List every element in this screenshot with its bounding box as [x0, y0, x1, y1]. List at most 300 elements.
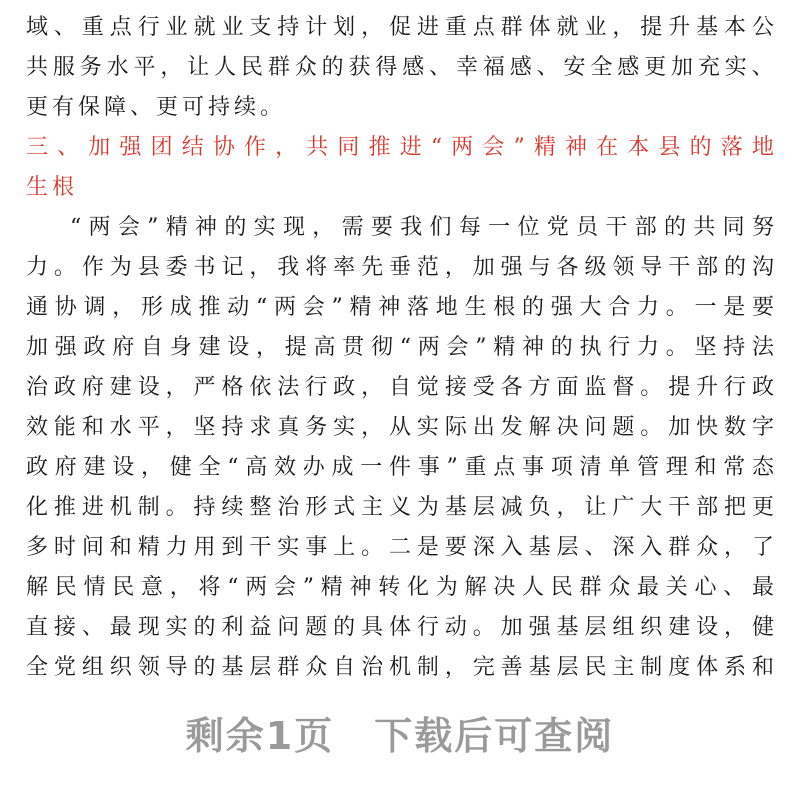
character: 让 — [187, 55, 210, 80]
character: 重 — [444, 15, 467, 40]
character: 具 — [361, 615, 384, 640]
character: 是 — [723, 295, 746, 320]
character: 广 — [612, 495, 635, 520]
character: 。 — [472, 615, 495, 640]
character: 解 — [528, 415, 551, 440]
character: 地 — [435, 295, 458, 320]
character: 群 — [668, 535, 691, 560]
character: 多 — [26, 535, 49, 560]
character: ， — [169, 575, 192, 600]
character: 。 — [665, 335, 688, 360]
character: 层 — [556, 655, 579, 680]
character: 党 — [53, 655, 76, 680]
character: 关 — [665, 575, 688, 600]
character: 业 — [584, 15, 607, 40]
character: 入 — [500, 535, 523, 560]
character: 结 — [181, 135, 204, 160]
character: 福 — [482, 55, 505, 80]
character: 成 — [169, 295, 192, 320]
character: 加 — [472, 255, 495, 280]
paragraph-line — [26, 448, 774, 488]
character: 强 — [119, 135, 142, 160]
character: 。 — [361, 535, 384, 560]
character: 的 — [224, 215, 247, 240]
character: 为 — [416, 495, 439, 520]
character: 平 — [137, 415, 160, 440]
paragraph-line — [26, 568, 774, 608]
character: 的 — [689, 135, 712, 160]
character: 提 — [640, 15, 663, 40]
character: 群 — [579, 575, 602, 600]
remaining-pages-notice[interactable]: 剩余1页 下载后可查阅 — [185, 714, 615, 758]
character: 层 — [584, 615, 607, 640]
character: 设 — [696, 615, 719, 640]
character: 政 — [26, 455, 49, 480]
character: 事 — [305, 535, 328, 560]
character: 力 — [636, 295, 659, 320]
character: 机 — [109, 495, 132, 520]
character: 受 — [472, 375, 495, 400]
character: ” — [513, 135, 525, 160]
character: 位 — [517, 215, 540, 240]
character: 一 — [488, 215, 511, 240]
character: 常 — [723, 455, 746, 480]
character: 最 — [636, 575, 659, 600]
character: 主 — [612, 655, 635, 680]
character: 委 — [165, 255, 188, 280]
character: 实 — [416, 415, 439, 440]
character: 制 — [416, 655, 439, 680]
character: 现 — [137, 615, 160, 640]
character: 度 — [668, 655, 691, 680]
character: 我 — [400, 215, 423, 240]
character: 的 — [333, 615, 356, 640]
character: 需 — [341, 215, 364, 240]
character: 、 — [53, 15, 76, 40]
character: 会 — [302, 295, 325, 320]
character: ， — [361, 375, 384, 400]
character: 推 — [368, 135, 391, 160]
character: 效 — [26, 415, 49, 440]
character: 入 — [640, 535, 663, 560]
character: 字 — [751, 415, 774, 440]
character: 发 — [500, 415, 523, 440]
character: 制 — [137, 495, 160, 520]
character: 重 — [464, 455, 487, 480]
character: 上 — [333, 535, 356, 560]
character: 导 — [640, 255, 663, 280]
character: 持 — [277, 15, 300, 40]
character: 各 — [556, 255, 579, 280]
paragraph-line — [26, 368, 774, 408]
character: 作 — [243, 135, 266, 160]
cut-off-previous-line — [0, 0, 800, 8]
character: 续 — [221, 495, 244, 520]
character: 要 — [751, 295, 774, 320]
character: 党 — [546, 215, 569, 240]
character: 实 — [724, 55, 747, 80]
character: 两 — [245, 575, 268, 600]
character: 府 — [81, 375, 104, 400]
character: ” — [475, 335, 487, 360]
character: 利 — [221, 615, 244, 640]
character: 组 — [612, 615, 635, 640]
character: 健 — [169, 455, 192, 480]
character: 动 — [227, 295, 250, 320]
character: 体 — [388, 615, 411, 640]
character: 实 — [165, 615, 188, 640]
character: 垂 — [388, 255, 411, 280]
character: 将 — [305, 255, 328, 280]
character: 动 — [444, 615, 467, 640]
character: 真 — [277, 415, 300, 440]
character: 进 — [416, 15, 439, 40]
character: 精 — [533, 135, 556, 160]
character: 情 — [83, 575, 106, 600]
character: 推 — [53, 495, 76, 520]
character: 加 — [671, 55, 694, 80]
character: 、 — [536, 55, 559, 80]
character: 基 — [696, 15, 719, 40]
character: 本 — [627, 135, 650, 160]
character: 干 — [605, 215, 628, 240]
character: 县 — [137, 255, 160, 280]
character: 的 — [724, 255, 747, 280]
character: 进 — [81, 495, 104, 520]
character: 要 — [444, 535, 467, 560]
character: 建 — [83, 455, 106, 480]
character: 组 — [81, 655, 104, 680]
character: 神 — [521, 335, 544, 360]
character: 化 — [406, 575, 429, 600]
character: 益 — [249, 615, 272, 640]
character: 坚 — [193, 415, 216, 440]
character: 作 — [81, 255, 104, 280]
character: 干 — [668, 255, 691, 280]
character: 深 — [472, 535, 495, 560]
character: 神 — [195, 215, 218, 240]
character: 建 — [668, 615, 691, 640]
character: 域 — [26, 15, 49, 40]
character: ， — [112, 295, 135, 320]
character: 治 — [277, 495, 300, 520]
character: 要 — [370, 215, 393, 240]
character: 努 — [751, 215, 774, 240]
character: 态 — [751, 455, 774, 480]
character: ” — [147, 215, 159, 240]
character: ， — [444, 255, 467, 280]
character: 善 — [500, 655, 523, 680]
character: 团 — [150, 135, 173, 160]
character: 层 — [556, 535, 579, 560]
character: 的 — [521, 295, 544, 320]
character: 协 — [54, 295, 77, 320]
character: 县 — [658, 135, 681, 160]
character: 负 — [528, 495, 551, 520]
character: 法 — [751, 335, 774, 360]
character: 用 — [193, 535, 216, 560]
character: 主 — [361, 495, 384, 520]
character: ， — [275, 135, 298, 160]
character: 问 — [584, 415, 607, 440]
character: 业 — [165, 15, 188, 40]
character: 根 — [493, 295, 516, 320]
character: 员 — [576, 215, 599, 240]
character: 升 — [668, 15, 691, 40]
character: 持 — [723, 335, 746, 360]
character: 力 — [165, 535, 188, 560]
character: 将 — [198, 575, 221, 600]
character: 系 — [724, 655, 747, 680]
character: ” — [446, 455, 458, 480]
character: 能 — [53, 415, 76, 440]
character: 充 — [697, 55, 720, 80]
character: 数 — [724, 415, 747, 440]
character: 重 — [81, 15, 104, 40]
character: 设 — [137, 375, 160, 400]
character: 三 — [26, 135, 49, 160]
text-line — [26, 48, 774, 88]
character: 现 — [282, 215, 305, 240]
character: 强 — [550, 295, 573, 320]
character: 落 — [720, 135, 743, 160]
character: 升 — [696, 375, 719, 400]
character: 大 — [640, 495, 663, 520]
character: 。 — [165, 495, 188, 520]
character: 制 — [640, 655, 663, 680]
character: 群 — [267, 55, 290, 80]
character: 化 — [26, 495, 49, 520]
character: 持 — [193, 495, 216, 520]
character: 格 — [221, 375, 244, 400]
character: 实 — [277, 535, 300, 560]
character: 坚 — [694, 335, 717, 360]
character: 成 — [331, 455, 354, 480]
character: “ — [399, 335, 411, 360]
character: 监 — [584, 375, 607, 400]
paragraph-line — [26, 488, 774, 528]
character: 决 — [556, 415, 579, 440]
character: 民 — [241, 55, 264, 80]
character: 提 — [284, 335, 307, 360]
character: 两 — [273, 295, 296, 320]
character: 部 — [634, 215, 657, 240]
character: 出 — [472, 415, 495, 440]
character: 范 — [416, 255, 439, 280]
character: 干 — [249, 535, 272, 560]
character: 织 — [109, 655, 132, 680]
character: 幸 — [456, 55, 479, 80]
character: 神 — [349, 575, 372, 600]
character: 。 — [640, 415, 663, 440]
character: 基 — [528, 655, 551, 680]
character: 同 — [722, 215, 745, 240]
character: 间 — [81, 535, 104, 560]
character: 实 — [333, 415, 356, 440]
character: 基 — [444, 495, 467, 520]
character: 把 — [724, 495, 747, 520]
character: 我 — [277, 255, 300, 280]
character: 、 — [57, 135, 80, 160]
character: 整 — [249, 495, 272, 520]
character: 服 — [52, 55, 75, 80]
character: 、 — [723, 575, 746, 600]
character: 行 — [416, 615, 439, 640]
character: 和 — [694, 455, 717, 480]
character: 层 — [249, 655, 272, 680]
character: 基 — [528, 535, 551, 560]
character: 府 — [112, 335, 135, 360]
character: 面 — [556, 375, 579, 400]
character: 点 — [109, 15, 132, 40]
character: 安 — [563, 55, 586, 80]
character: 生 — [464, 295, 487, 320]
character: 件 — [388, 455, 411, 480]
character: 会 — [117, 215, 140, 240]
character: 部 — [696, 495, 719, 520]
character: 身 — [169, 335, 192, 360]
character: 群 — [500, 15, 523, 40]
character: 。 — [665, 295, 688, 320]
character: 就 — [193, 15, 216, 40]
character: 民 — [54, 575, 77, 600]
character: “ — [430, 135, 443, 160]
character: 时 — [53, 535, 76, 560]
character: 两 — [417, 335, 440, 360]
paragraph-line — [26, 248, 774, 288]
partial-text-line — [26, 0, 774, 8]
character: 神 — [565, 135, 588, 160]
character: 治 — [361, 655, 384, 680]
character: 自 — [333, 655, 356, 680]
character: 形 — [305, 495, 328, 520]
character: 精 — [320, 575, 343, 600]
character: ， — [312, 215, 335, 240]
character: 协 — [212, 135, 235, 160]
character: 强 — [500, 255, 523, 280]
character: 精 — [493, 335, 516, 360]
character: 府 — [54, 455, 77, 480]
character: ， — [160, 55, 183, 80]
character: 力 — [26, 255, 49, 280]
character: 贯 — [342, 335, 365, 360]
text-line — [26, 8, 774, 48]
character: 各 — [500, 375, 523, 400]
paragraph-line — [26, 528, 774, 568]
character: 先 — [361, 255, 384, 280]
character: 层 — [472, 495, 495, 520]
section-heading-continued: 生根 — [26, 175, 79, 200]
character: 设 — [227, 335, 250, 360]
character: 加 — [26, 335, 49, 360]
character: 、 — [81, 615, 104, 640]
character: ， — [724, 615, 747, 640]
paragraph-line — [26, 288, 774, 328]
character: 建 — [198, 335, 221, 360]
character: 依 — [249, 375, 272, 400]
character: 在 — [596, 135, 619, 160]
character: 。 — [640, 375, 663, 400]
character: 通 — [26, 295, 49, 320]
character: 题 — [305, 615, 328, 640]
character: ， — [165, 375, 188, 400]
character: 精 — [165, 215, 188, 240]
character: 民 — [112, 575, 135, 600]
paragraph-line — [26, 328, 774, 368]
character: 人 — [521, 575, 544, 600]
character: 意 — [141, 575, 164, 600]
character: 快 — [696, 415, 719, 440]
character: 完 — [472, 655, 495, 680]
character: 设 — [112, 455, 135, 480]
character: 务 — [305, 415, 328, 440]
character: 加 — [500, 615, 523, 640]
character: 众 — [696, 535, 719, 560]
character: 从 — [388, 415, 411, 440]
character: 自 — [141, 335, 164, 360]
character: 精 — [349, 295, 372, 320]
character: 二 — [388, 535, 411, 560]
character: 精 — [137, 535, 160, 560]
character: 神 — [378, 295, 401, 320]
character: 行 — [305, 375, 328, 400]
character: 每 — [458, 215, 481, 240]
character: 调 — [83, 295, 106, 320]
character: 民 — [550, 575, 573, 600]
character: 率 — [333, 255, 356, 280]
character: 大 — [579, 295, 602, 320]
character: 项 — [550, 455, 573, 480]
character: 自 — [388, 375, 411, 400]
character: 体 — [528, 15, 551, 40]
character: 更 — [751, 495, 774, 520]
character: 领 — [137, 655, 160, 680]
character: 全 — [26, 655, 49, 680]
character: 式 — [333, 495, 356, 520]
character: 促 — [388, 15, 411, 40]
character: ， — [361, 415, 384, 440]
character: 的 — [193, 655, 216, 680]
character: 进 — [399, 135, 422, 160]
character: 决 — [493, 575, 516, 600]
character: 政 — [83, 335, 106, 360]
character: 与 — [528, 255, 551, 280]
character: 感 — [402, 55, 425, 80]
character: 推 — [198, 295, 221, 320]
character: 觉 — [416, 375, 439, 400]
character: ， — [165, 415, 188, 440]
character: 本 — [724, 15, 747, 40]
character: 方 — [528, 375, 551, 400]
character: 义 — [388, 495, 411, 520]
character: “ — [227, 575, 239, 600]
paragraph-line — [26, 648, 774, 688]
character: 严 — [193, 375, 216, 400]
character: 接 — [444, 375, 467, 400]
paragraph-first-line — [70, 208, 774, 248]
character: 加 — [88, 135, 111, 160]
character: 单 — [608, 455, 631, 480]
character: 务 — [79, 55, 102, 80]
character: 行 — [724, 375, 747, 400]
character: 众 — [608, 575, 631, 600]
character: 让 — [584, 495, 607, 520]
character: 治 — [26, 375, 49, 400]
character: 民 — [584, 655, 607, 680]
character: 政 — [333, 375, 356, 400]
character: 最 — [109, 615, 132, 640]
character: 感 — [509, 55, 532, 80]
